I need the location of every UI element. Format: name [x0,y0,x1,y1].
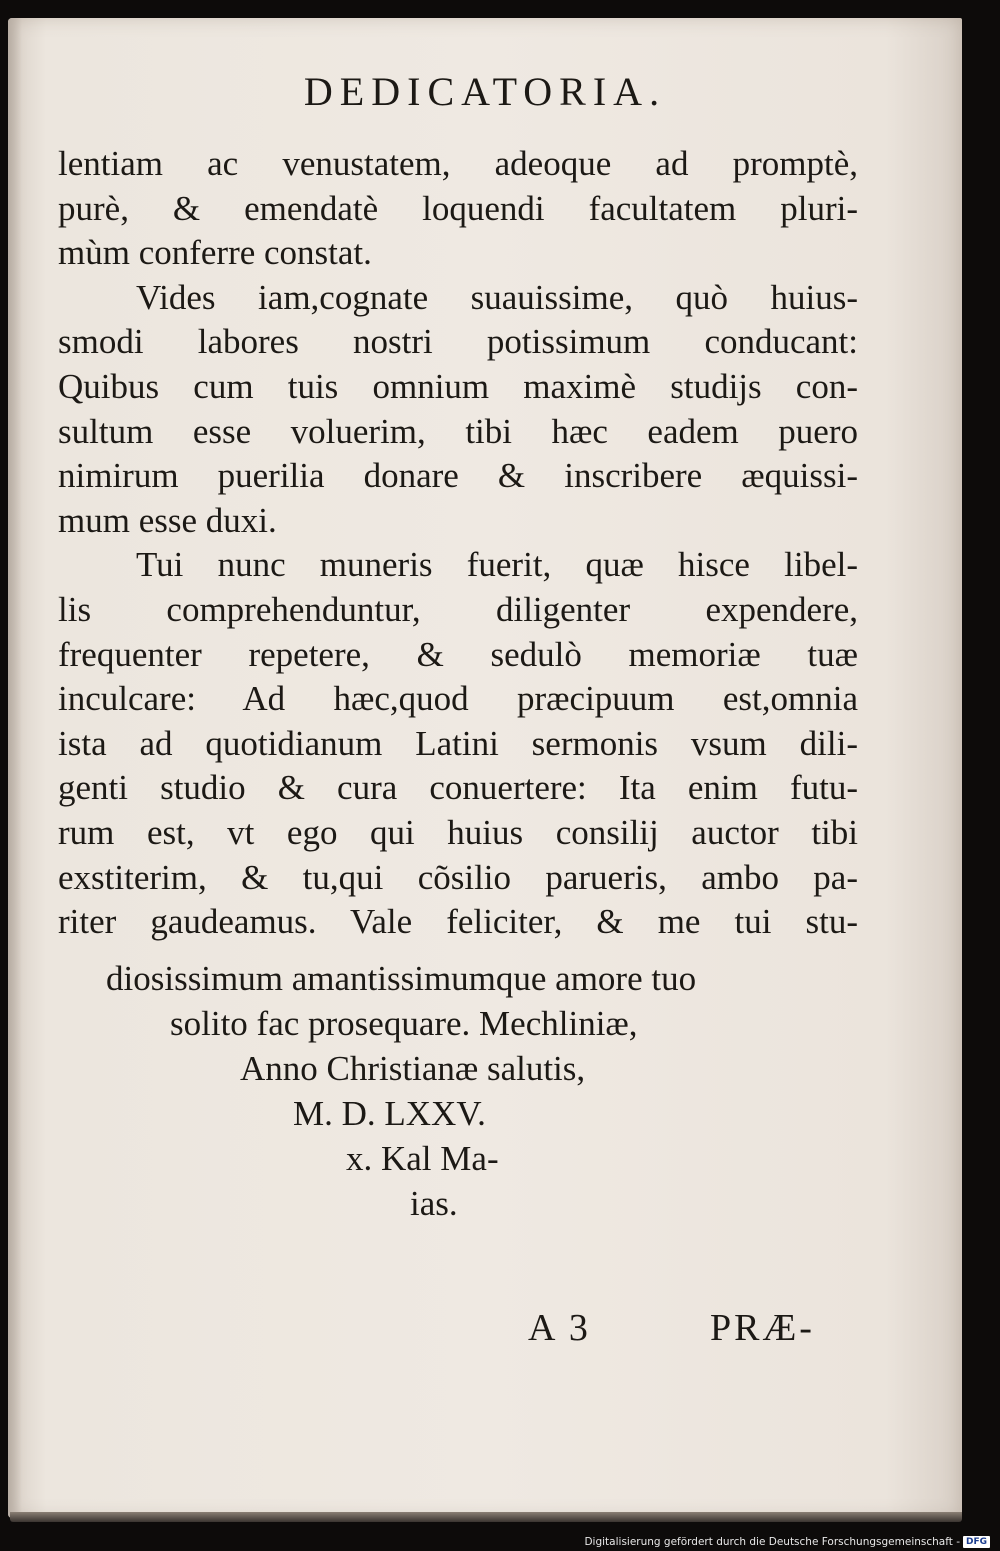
text-line: Tui nunc muneris fuerit, quæ hisce libel- [136,545,858,585]
dfg-logo: DFG [963,1536,990,1548]
text-line: Vides iam,cognate suauissime, quò huius- [136,277,858,317]
text-line: frequenter repetere, & sedulò memoriæ tuæ [58,634,858,674]
closing-line: Anno Christianæ salutis, [240,1049,586,1088]
closing-line: x. Kal Ma- [346,1139,499,1178]
closing-line: solito fac prosequare. Mechliniæ, [170,1004,638,1043]
text-line: lentiam ac venustatem, adeoque ad promptè, [58,144,858,183]
text-line: mùm conferre constat. [58,233,372,273]
text-line: sultum esse voluerim, tibi hæc eadem puero [58,411,858,451]
closing-line: ias. [410,1184,458,1223]
text-line: riter gaudeamus. Vale feliciter, & me tui stu- [58,902,858,942]
text-line: nimirum puerilia donare & inscribere æquissi- [58,456,858,496]
text-line: rum est, vt ego qui huius consilij auctor tibi [58,812,858,852]
catchword: PRÆ- [710,1307,815,1349]
text-line: mum esse duxi. [58,500,277,540]
text-line: lis comprehenduntur, diligenter expendere, [58,589,858,629]
closing-line: M. D. LXXV. [293,1094,486,1133]
body-text [58,142,858,945]
text-line: exstiterim, & tu,qui cõsilio parueris, ambo pa- [58,857,858,897]
digitization-credit [584,1536,990,1548]
text-line: Quibus cum tuis omnium maximè studijs con- [58,366,858,406]
book-page [8,18,962,1518]
signature-mark: A 3 [528,1307,591,1349]
page-edge [10,1512,962,1522]
text-line: genti studio & cura conuertere: Ita enim futu- [58,768,858,808]
text-line: purè, & emendatè loquendi facultatem pluri- [58,188,858,228]
closing-block [8,956,962,1226]
text-line: inculcare: Ad hæc,quod præcipuum est,omnia [58,679,858,719]
credit-text: Digitalisierung gefördert durch die Deutsche Forschungsgemeinschaft - [584,1536,960,1548]
text-line: ista ad quotidianum Latini sermonis vsum dili- [58,723,858,763]
text-line: smodi labores nostri potissimum conducant: [58,322,858,362]
running-head: DEDICATORIA. [303,69,667,114]
closing-line: diosissimum amantissimumque amore tuo [106,959,697,998]
